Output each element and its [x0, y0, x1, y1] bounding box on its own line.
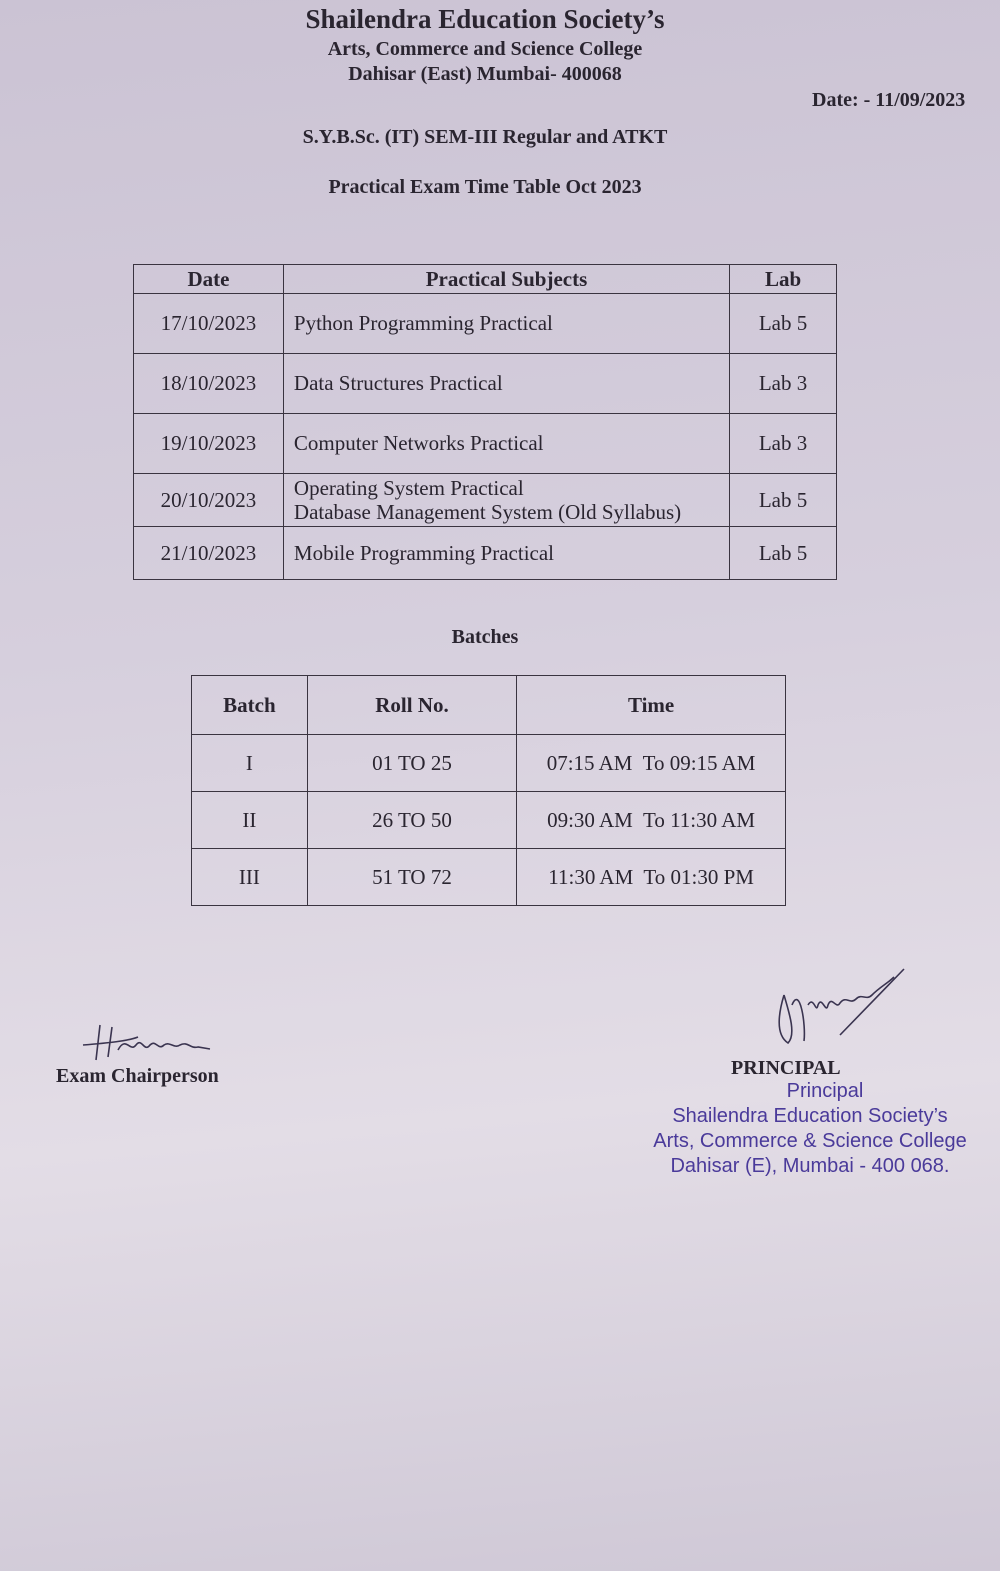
- practical-date: 18/10/2023: [134, 354, 284, 414]
- issue-date: Date: - 11/09/2023: [812, 89, 966, 111]
- chairperson-signature: [78, 1015, 218, 1065]
- header-date: Date: [134, 265, 284, 294]
- table-row: [134, 527, 837, 580]
- practical-subject-multi: [283, 474, 729, 527]
- table-row: [134, 294, 837, 354]
- principal-label: PRINCIPAL: [731, 1057, 841, 1079]
- batch-time: 09:30 AM To 11:30 AM: [517, 792, 786, 849]
- practical-date: 21/10/2023: [134, 527, 284, 580]
- practical-subject: Computer Networks Practical: [283, 414, 729, 474]
- practical-lab: Lab 5: [730, 474, 837, 527]
- table-row: [134, 354, 837, 414]
- stamp-line-3: Arts, Commerce & Science College: [653, 1130, 967, 1152]
- timetable-title: Practical Exam Time Table Oct 2023: [328, 176, 642, 198]
- batch-number: III: [192, 849, 308, 906]
- chairperson-label: Exam Chairperson: [56, 1065, 219, 1087]
- practical-date: 17/10/2023: [134, 294, 284, 354]
- practical-date: 19/10/2023: [134, 414, 284, 474]
- table-header-row: [134, 265, 837, 294]
- practical-date: 20/10/2023: [134, 474, 284, 527]
- practical-subject: Python Programming Practical: [283, 294, 729, 354]
- table-row: [192, 849, 786, 906]
- table-row: [134, 414, 837, 474]
- header-batch: Batch: [192, 676, 308, 735]
- practical-lab: Lab 3: [730, 354, 837, 414]
- batches-table: [191, 675, 786, 906]
- table-row: [192, 792, 786, 849]
- table-row: [192, 735, 786, 792]
- college-address: Dahisar (East) Mumbai- 400068: [348, 63, 622, 85]
- header-lab: Lab: [730, 265, 837, 294]
- stamp-line-1: Principal: [786, 1080, 864, 1102]
- stamp-line-2: Shailendra Education Society’s: [672, 1105, 948, 1127]
- practical-subject: Operating System Practical: [293, 476, 524, 500]
- practical-subject: Data Structures Practical: [283, 354, 729, 414]
- practicals-table: [133, 264, 837, 580]
- header-subjects: Practical Subjects: [283, 265, 729, 294]
- stamp-line-4: Dahisar (E), Mumbai - 400 068.: [670, 1155, 950, 1177]
- course-title: S.Y.B.Sc. (IT) SEM-III Regular and ATKT: [302, 126, 668, 148]
- principal-stamp: [640, 1080, 980, 1178]
- header-time: Time: [517, 676, 786, 735]
- header-roll: Roll No.: [307, 676, 516, 735]
- table-row: [134, 474, 837, 527]
- batch-number: I: [192, 735, 308, 792]
- batch-time: 07:15 AM To 09:15 AM: [517, 735, 786, 792]
- batch-roll: 01 TO 25: [307, 735, 516, 792]
- batch-time: 11:30 AM To 01:30 PM: [517, 849, 786, 906]
- principal-signature: [770, 965, 910, 1055]
- batch-number: II: [192, 792, 308, 849]
- batch-roll: 26 TO 50: [307, 792, 516, 849]
- college-name: Arts, Commerce and Science College: [327, 38, 643, 60]
- society-name: Shailendra Education Society’s: [305, 4, 665, 34]
- practical-subject-secondary: Database Management System (Old Syllabus): [293, 500, 682, 524]
- practical-lab: Lab 5: [730, 294, 837, 354]
- practical-lab: Lab 5: [730, 527, 837, 580]
- table-header-row: [192, 676, 786, 735]
- practical-subject: Mobile Programming Practical: [283, 527, 729, 580]
- batches-title: Batches: [451, 626, 519, 648]
- batch-roll: 51 TO 72: [307, 849, 516, 906]
- practical-lab: Lab 3: [730, 414, 837, 474]
